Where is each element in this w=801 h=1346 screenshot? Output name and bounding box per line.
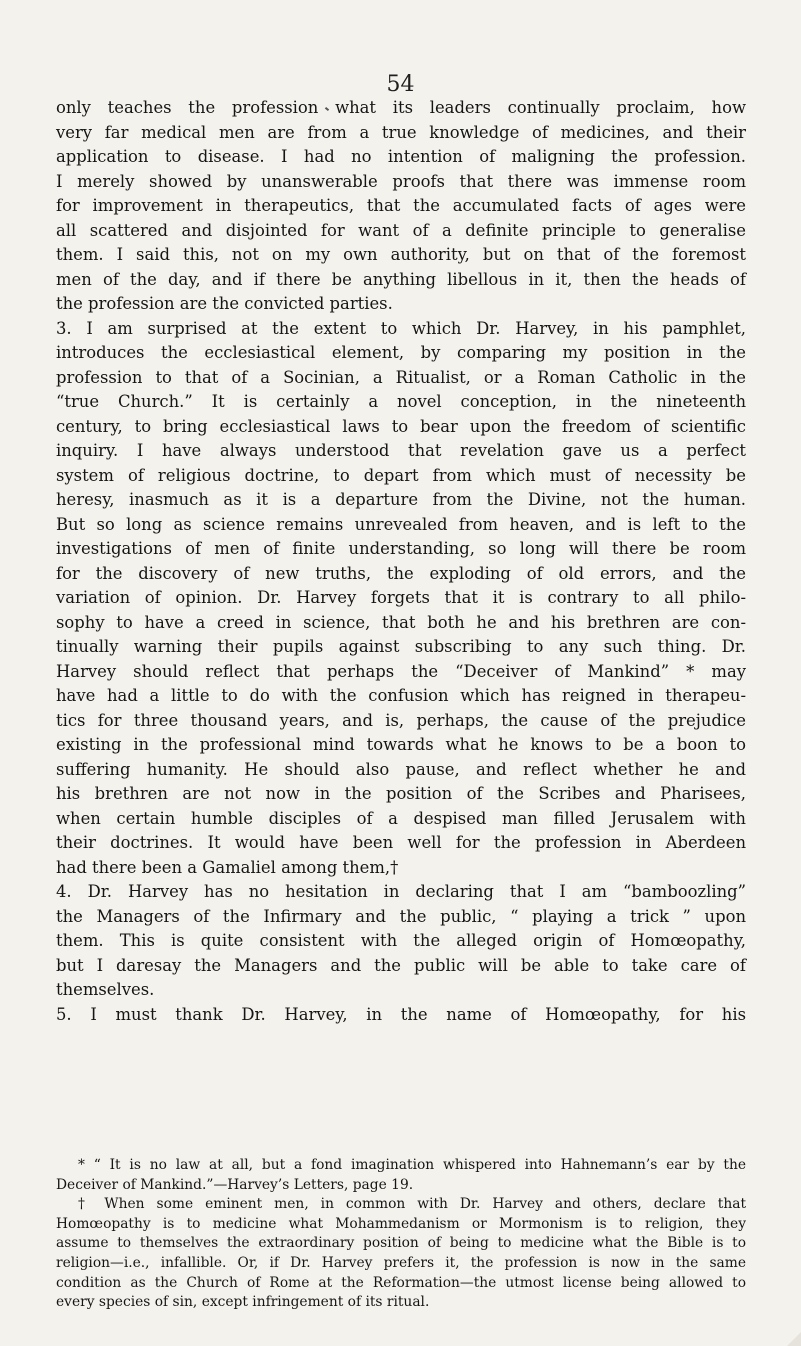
body-line: 5. I must thank Dr. Harvey, in the name of Homœopathy, for his bbox=[56, 1004, 746, 1024]
body-line: only teaches the profession what its leaders continually proclaim, how bbox=[56, 98, 746, 117]
body-line: inquiry. I have always understood that revelation gave us a perfect bbox=[56, 441, 746, 460]
body-line: Harvey should reflect that perhaps the “Deceiver of Mankind” * may bbox=[56, 661, 746, 681]
body-line: variation of opinion. Dr. Harvey forgets that it is contrary to all philo- bbox=[56, 588, 746, 607]
body-line: But so long as science remains unrevealed from heaven, and is left to the bbox=[56, 514, 746, 534]
body-text bbox=[56, 96, 746, 1027]
body-line: investigations of men of finite understanding, so long will there be room bbox=[56, 539, 746, 558]
footnote-line: Homœopathy is to medicine what Mohammedanism or Mormonism is to religion, they bbox=[56, 1215, 746, 1232]
page-number: 54 bbox=[386, 72, 415, 97]
footnotes bbox=[56, 1156, 746, 1313]
body-line: “true Church.” It is certainly a novel conception, in the nineteenth bbox=[56, 392, 746, 411]
body-line: but I daresay the Managers and the public will be able to take care of bbox=[56, 955, 746, 975]
footnote-line: Deceiver of Mankind.”—Harvey’s Letters, page 19. bbox=[56, 1176, 414, 1193]
body-line: heresy, inasmuch as it is a departure from the Divine, not the human. bbox=[56, 490, 746, 509]
body-line: profession to that of a Socinian, a Ritualist, or a Roman Catholic in the bbox=[56, 367, 746, 387]
footnote-line: assume to themselves the extraordinary position of being to medicine what the Bible is to bbox=[56, 1235, 746, 1252]
body-line: all scattered and disjointed for want of a definite principle to generalise bbox=[56, 220, 746, 240]
body-line: his brethren are not now in the position of the Scribes and Pharisees, bbox=[56, 784, 746, 803]
body-line: the Managers of the Infirmary and the public, “ playing a trick ” upon bbox=[56, 906, 746, 926]
body-line: when certain humble disciples of a despised man filled Jerusalem with bbox=[56, 808, 746, 828]
page-corner bbox=[787, 1332, 801, 1346]
body-line: them. This is quite consistent with the alleged origin of Homœopathy, bbox=[56, 931, 746, 950]
body-line: themselves. bbox=[56, 980, 155, 999]
body-line: tics for three thousand years, and is, perhaps, the cause of the prejudice bbox=[56, 710, 746, 730]
body-line: their doctrines. It would have been well for the profession in Aberdeen bbox=[56, 833, 746, 852]
body-line: 4. Dr. Harvey has no hesitation in declaring that I am “bamboozling” bbox=[56, 882, 746, 901]
body-line: system of religious doctrine, to depart from which must of necessity be bbox=[56, 465, 746, 485]
body-line: men of the day, and if there be anything libellous in it, then the heads of bbox=[56, 269, 746, 289]
body-line: I merely showed by unanswerable proofs that there was immense room bbox=[56, 171, 746, 191]
body-line: introduces the ecclesiastical element, by comparing my position in the bbox=[56, 343, 746, 362]
body-line: sophy to have a creed in science, that both he and his brethren are con- bbox=[56, 612, 746, 632]
footnote-line: * “ It is no law at all, but a fond imagination whispered into Hahnemann’s ear by the bbox=[78, 1157, 746, 1173]
body-line: very far medical men are from a true knowledge of medicines, and their bbox=[56, 122, 746, 142]
body-line: application to disease. I had no intention of maligning the profession. bbox=[56, 147, 746, 166]
footnote-line: religion—i.e., infallible. Or, if Dr. Harvey prefers it, the profession is now in the same bbox=[56, 1254, 746, 1271]
body-line: them. I said this, not on my own authority, but on that of the foremost bbox=[56, 245, 746, 264]
body-line: for the discovery of new truths, the exploding of old errors, and the bbox=[56, 563, 746, 583]
body-line: had there been a Gamaliel among them,† bbox=[56, 857, 399, 877]
body-line: 3. I am surprised at the extent to which Dr. Harvey, in his pamphlet, bbox=[56, 318, 746, 338]
body-line: suffering humanity. He should also pause, and reflect whether he and bbox=[56, 759, 746, 779]
body-line: tinually warning their pupils against subscribing to any such thing. Dr. bbox=[56, 637, 746, 656]
body-line: the profession are the convicted parties. bbox=[56, 294, 393, 313]
body-line: existing in the professional mind towards what he knows to be a boon to bbox=[56, 735, 746, 754]
footnote-line: every species of sin, except infringement of its ritual. bbox=[56, 1294, 430, 1311]
body-line: for improvement in therapeutics, that the accumulated facts of ages were bbox=[56, 196, 746, 215]
body-line: have had a little to do with the confusion which has reigned in therapeu- bbox=[56, 686, 746, 705]
footnote-line: † When some eminent men, in common with Dr. Harvey and others, declare that bbox=[78, 1196, 746, 1213]
body-line: century, to bring ecclesiastical laws to bear upon the freedom of scientific bbox=[56, 416, 746, 436]
footnote-line: condition as the Church of Rome at the Reformation—the utmost license being allowed to bbox=[56, 1274, 746, 1291]
